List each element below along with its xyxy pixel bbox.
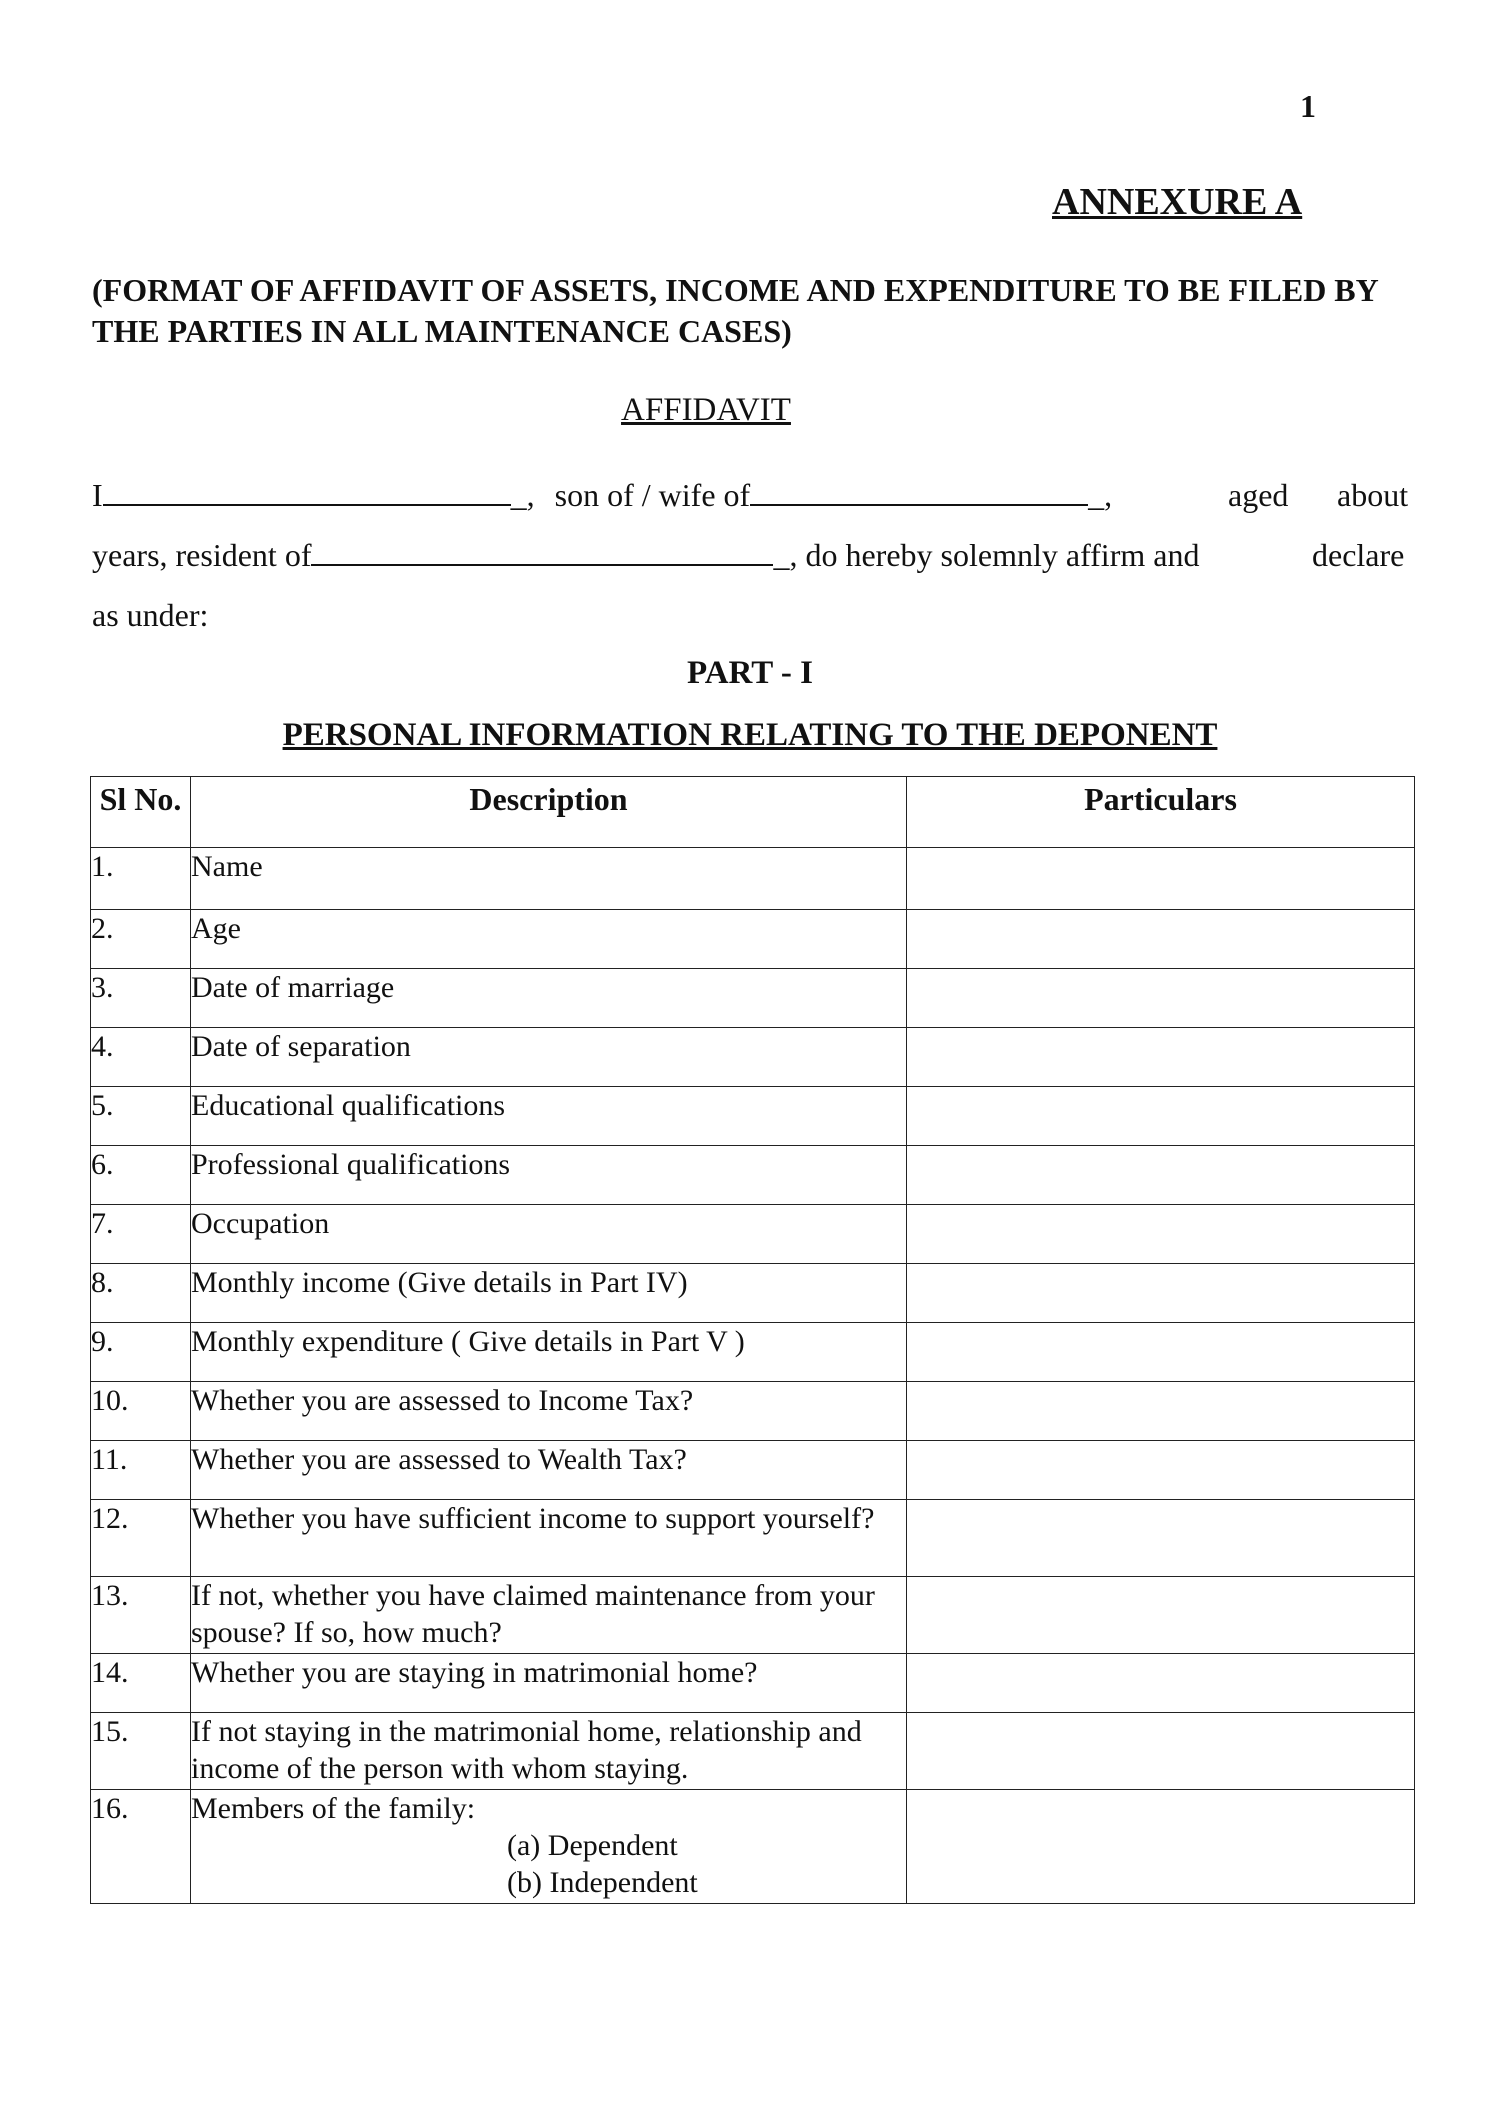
row-description-cell <box>191 1790 907 1904</box>
row-sl-no: 1. <box>91 848 191 910</box>
row-sl-no: 13. <box>91 1577 191 1654</box>
declare-text: declare <box>1312 537 1405 573</box>
row-sl-no: 9. <box>91 1323 191 1382</box>
format-title: (FORMAT OF AFFIDAVIT OF ASSETS, INCOME AND EXPENDITURE TO BE FILED BY THE PARTIES IN ALL MAINTENANCE CASES) <box>92 272 1378 349</box>
row-sl-no: 7. <box>91 1205 191 1264</box>
row-particulars-cell[interactable] <box>907 1790 1415 1904</box>
row-particulars-cell[interactable] <box>907 1028 1415 1087</box>
years-resident-text: years, resident of <box>92 537 312 573</box>
table-row <box>91 1205 1415 1264</box>
row-description: Age <box>191 910 907 969</box>
about-text: about <box>1337 477 1409 513</box>
table-row <box>91 1654 1415 1713</box>
row-sl-no: 6. <box>91 1146 191 1205</box>
row-sl-no: 16. <box>91 1790 191 1904</box>
row-description: Occupation <box>191 1205 907 1264</box>
row-description: Date of marriage <box>191 969 907 1028</box>
row-description: Whether you are assessed to Income Tax? <box>191 1382 907 1441</box>
table-row <box>91 1382 1415 1441</box>
row-sl-no: 12. <box>91 1500 191 1577</box>
row-sl-no: 2. <box>91 910 191 969</box>
annexure-title: ANNEXURE A <box>1052 181 1303 223</box>
row-particulars-cell[interactable] <box>907 1087 1415 1146</box>
declaration-prefix: I <box>92 477 103 513</box>
son-wife-text: son of / wife of <box>554 477 751 513</box>
table-row <box>91 1500 1415 1577</box>
page-number: 1 <box>1300 88 1316 124</box>
row-description: If not, whether you have claimed maintenance from your spouse? If so, how much? <box>191 1577 907 1654</box>
table-row <box>91 1028 1415 1087</box>
row-sl-no: 10. <box>91 1382 191 1441</box>
table-row <box>91 910 1415 969</box>
table-row <box>91 1790 1415 1904</box>
row-particulars-cell[interactable] <box>907 1441 1415 1500</box>
row-description: Name <box>191 848 907 910</box>
address-blank[interactable] <box>311 538 773 566</box>
section-heading: PERSONAL INFORMATION RELATING TO THE DEPONENT <box>282 717 1218 753</box>
table-row <box>91 1264 1415 1323</box>
declaration-line-1 <box>92 475 1414 515</box>
row-sl-no: 15. <box>91 1713 191 1790</box>
sub-item-independent: (b) Independent <box>507 1866 698 1899</box>
after-address-text: _, do hereby solemnly affirm and <box>773 537 1200 573</box>
row-particulars-cell[interactable] <box>907 1382 1415 1441</box>
header-description: Description <box>191 777 907 848</box>
personal-info-table <box>90 776 1415 1904</box>
row-particulars-cell[interactable] <box>907 1264 1415 1323</box>
row-particulars-cell[interactable] <box>907 1577 1415 1654</box>
table-row <box>91 1146 1415 1205</box>
row-description: Monthly expenditure ( Give details in Part V ) <box>191 1323 907 1382</box>
declaration-line-3: as under: <box>92 597 209 633</box>
table-row <box>91 969 1415 1028</box>
row-sl-no: 14. <box>91 1654 191 1713</box>
row-description: Whether you have sufficient income to support yourself? <box>191 1500 907 1577</box>
affidavit-heading: AFFIDAVIT <box>621 392 791 428</box>
name-blank[interactable] <box>103 478 511 506</box>
table-row <box>91 848 1415 910</box>
row-sl-no: 8. <box>91 1264 191 1323</box>
row-particulars-cell[interactable] <box>907 1205 1415 1264</box>
declaration-line-2 <box>92 535 1414 575</box>
row-description: If not staying in the matrimonial home, relationship and income of the person with whom staying. <box>191 1713 907 1790</box>
row-description: Educational qualifications <box>191 1087 907 1146</box>
table-header-row <box>91 777 1415 848</box>
row-description: Monthly income (Give details in Part IV) <box>191 1264 907 1323</box>
row-particulars-cell[interactable] <box>907 1146 1415 1205</box>
row-particulars-cell[interactable] <box>907 910 1415 969</box>
row-sl-no: 5. <box>91 1087 191 1146</box>
row-particulars-cell[interactable] <box>907 969 1415 1028</box>
row-description: Whether you are assessed to Wealth Tax? <box>191 1441 907 1500</box>
part-heading: PART - I <box>687 655 813 691</box>
row-description: Professional qualifications <box>191 1146 907 1205</box>
row-sl-no: 3. <box>91 969 191 1028</box>
table-row <box>91 1087 1415 1146</box>
row-sl-no: 11. <box>91 1441 191 1500</box>
row-particulars-cell[interactable] <box>907 848 1415 910</box>
aged-text: aged <box>1228 477 1289 513</box>
spouse-blank[interactable] <box>750 478 1088 506</box>
table-row <box>91 1323 1415 1382</box>
row-description: Members of the family: <box>191 1792 476 1825</box>
table-row <box>91 1713 1415 1790</box>
row-particulars-cell[interactable] <box>907 1654 1415 1713</box>
row-sl-no: 4. <box>91 1028 191 1087</box>
header-sl-no: Sl No. <box>91 777 191 848</box>
header-particulars: Particulars <box>907 777 1415 848</box>
row-particulars-cell[interactable] <box>907 1323 1415 1382</box>
after-name-text: _, <box>510 477 535 513</box>
after-spouse-text: _, <box>1088 477 1113 513</box>
table-row <box>91 1441 1415 1500</box>
row-particulars-cell[interactable] <box>907 1713 1415 1790</box>
row-particulars-cell[interactable] <box>907 1500 1415 1577</box>
sub-item-dependent: (a) Dependent <box>507 1829 678 1862</box>
row-description: Whether you are staying in matrimonial home? <box>191 1654 907 1713</box>
table-row <box>91 1577 1415 1654</box>
row-description: Date of separation <box>191 1028 907 1087</box>
